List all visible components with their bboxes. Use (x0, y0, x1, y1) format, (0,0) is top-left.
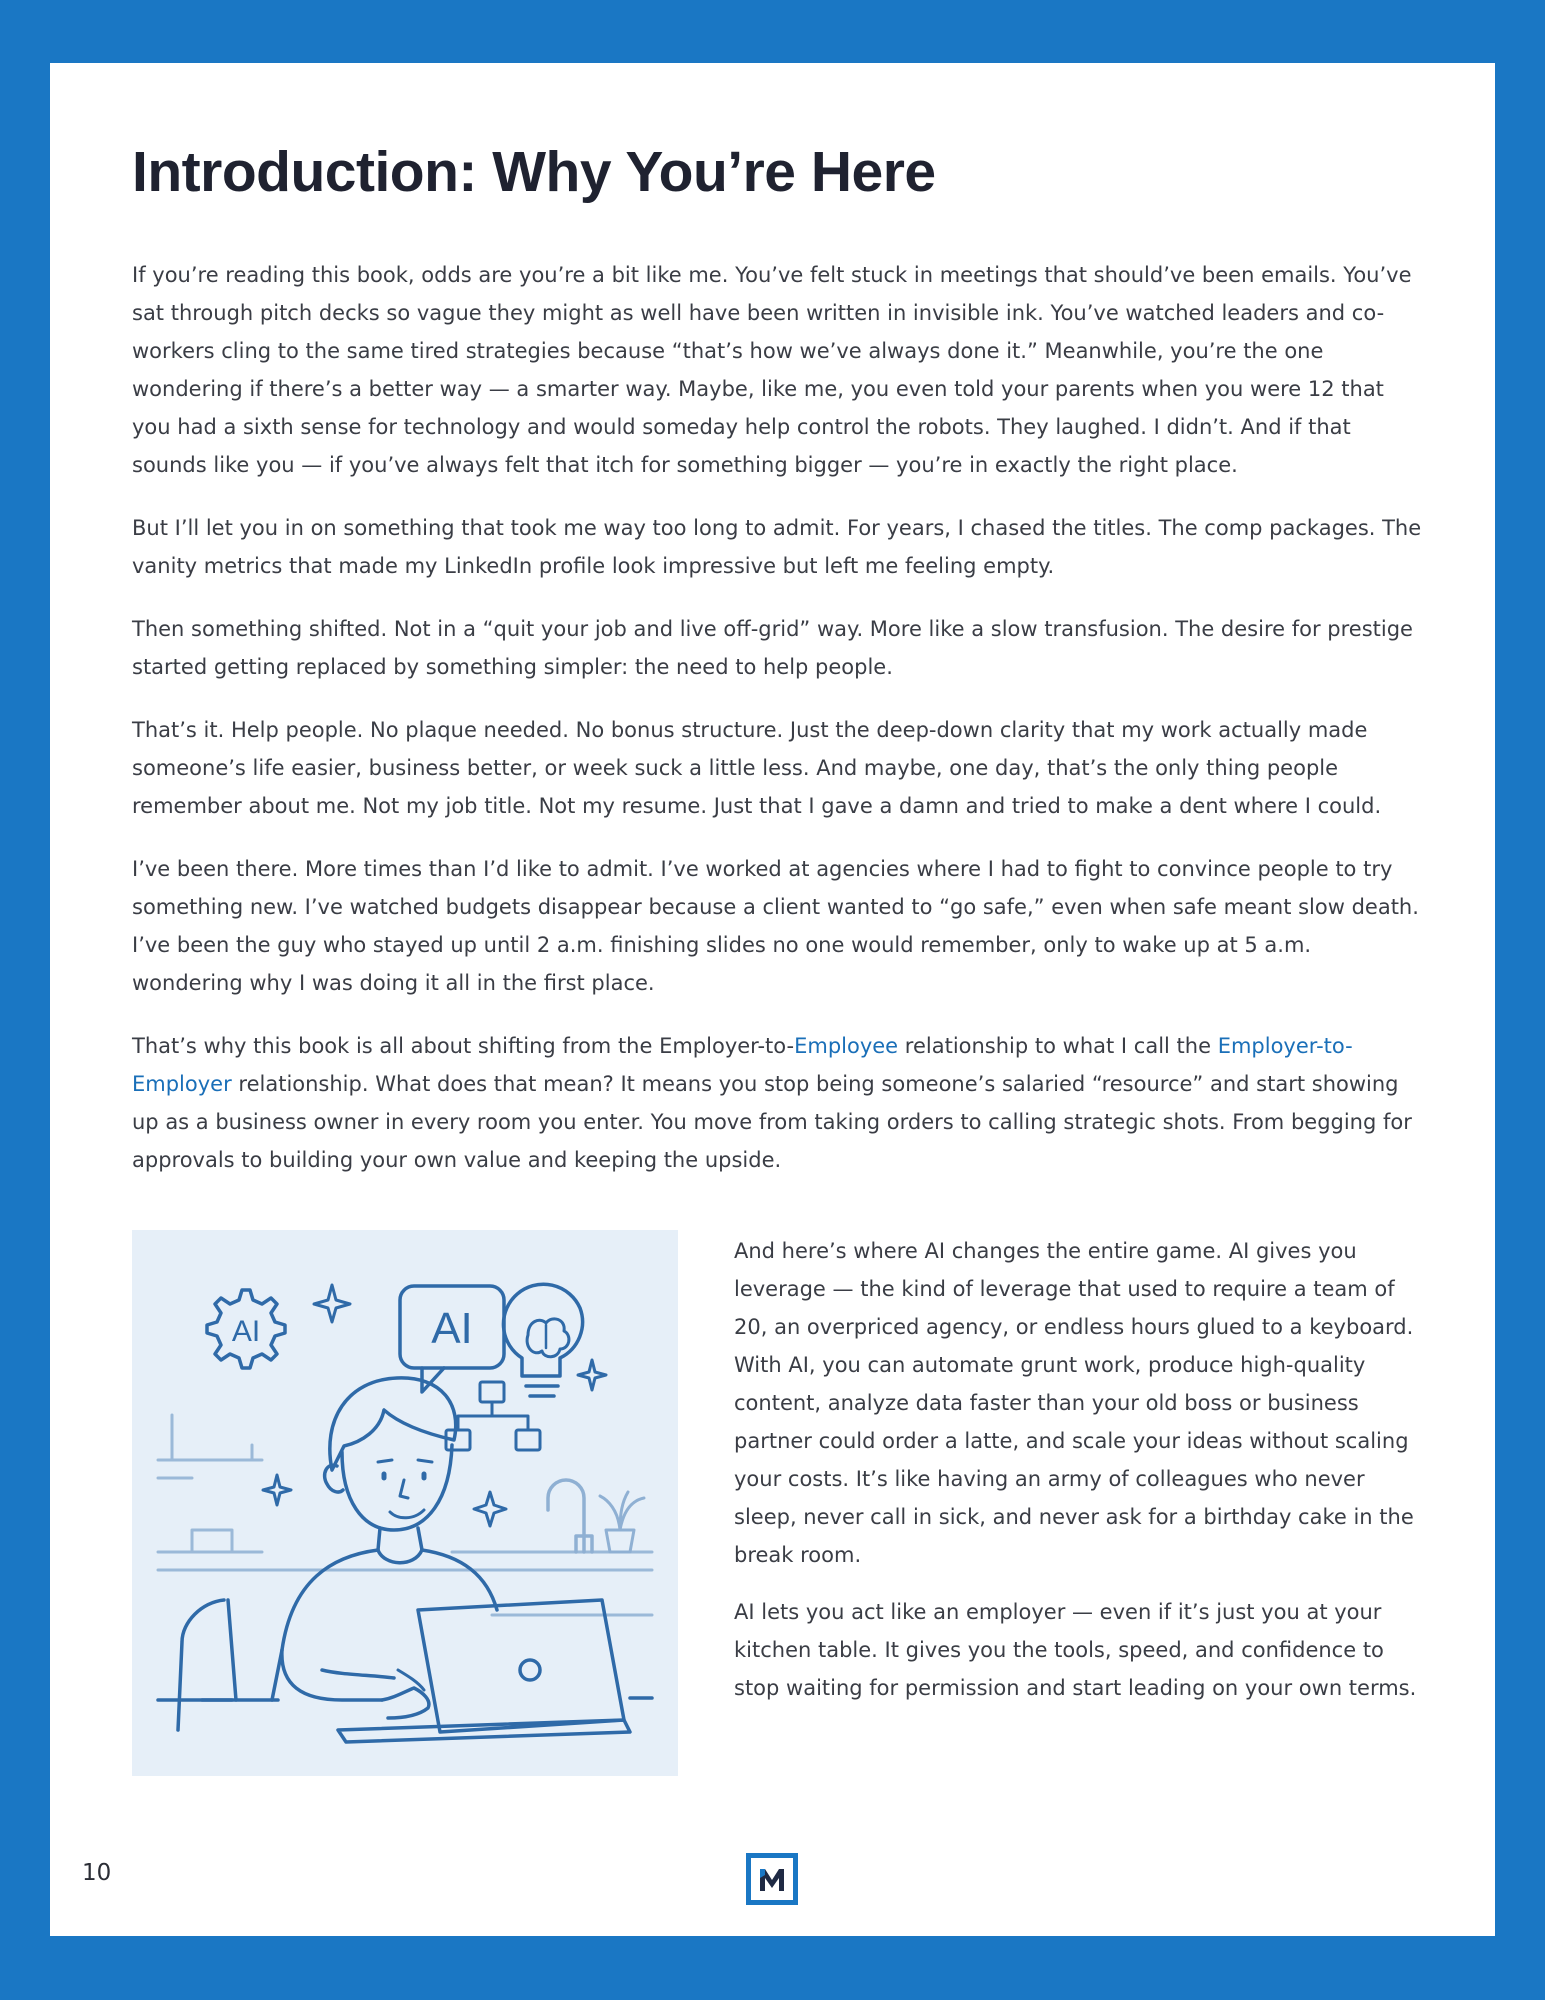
page-number: 10 (82, 1860, 112, 1886)
gear-text: AI (231, 1315, 261, 1348)
paragraph-5: I’ve been there. More times than I’d like to admit. I’ve worked at agencies where I had to fight to convince people to try something new. I’ve watched budgets disappear because a client wanted to “go safe,” even when safe meant slow death. I’ve been the guy who stayed up until 2 a.m. finishing slides no one would remember, only to wake up at 5 a.m. wondering why I was doing it all in the first place. (132, 857, 1419, 995)
paragraph-2: But I’ll let you in on something that took me way too long to admit. For years, I chased the titles. The comp packages. The vanity metrics that made my LinkedIn profile look impressive but left me feeling empty. (132, 516, 1422, 578)
paragraph-6 (132, 1027, 1422, 1179)
laptop-icon (338, 1600, 630, 1742)
lightbulb-brain-icon (503, 1284, 582, 1396)
employee-link[interactable]: Employee (794, 1034, 899, 1058)
plant-icon (600, 1492, 644, 1552)
paragraph-6-part-a: That’s why this book is all about shifting from the Employer-to- (132, 1034, 795, 1058)
paragraph-7: And here’s where AI changes the entire game. AI gives you leverage — the kind of leverage that used to require a team of 20, an overpriced agency, or endless hours glued to a keyboard. With AI, you can automate grunt work, produce high-quality content, analyze data faster than your old boss or business partner could order a latte, and scale your ideas without scaling your costs. It’s like having an army of colleagues who never sleep, never call in sick, and never ask for a birthday cake in the break room. (734, 1239, 1414, 1567)
employer-to-employer-link[interactable]: Employer-to-Employer (132, 1034, 1353, 1096)
flowchart-icon (446, 1382, 540, 1450)
m-logo-icon (751, 1858, 793, 1900)
side-column (734, 1232, 1422, 1726)
book-page (50, 63, 1495, 1936)
paragraph-8: AI lets you act like an employer — even if it’s just you at your kitchen table. It gives you the tools, speed, and confidence to stop waiting for permission and start leading on your own terms. (734, 1600, 1417, 1700)
body-text (132, 256, 1422, 1204)
gear-icon (207, 1290, 285, 1368)
bubble-text: AI (431, 1304, 473, 1353)
ai-illustration (132, 1230, 678, 1776)
page-title: Introduction: Why You’re Here (132, 140, 936, 204)
brand-logo (746, 1853, 798, 1905)
paragraph-6-part-b: relationship to what I call the (898, 1034, 1218, 1058)
paragraph-1: If you’re reading this book, odds are you’re a bit like me. You’ve felt stuck in meetings that should’ve been emails. You’ve sat through pitch decks so vague they might as well have been written in invisible ink. You’ve watched leaders and co-workers cling to the same tired strategies because “that’s how we’ve always done it.” Meanwhile, you’re the one wondering if there’s a better way — a smarter way. Maybe, like me, you even told your parents when you were 12 that you had a sixth sense for technology and would someday help control the robots. They laughed. I didn’t. And if that sounds like you — if you’ve always felt that itch for something bigger — you’re in exactly the right place. (132, 263, 1412, 477)
speech-bubble-icon (400, 1286, 504, 1392)
paragraph-4: That’s it. Help people. No plaque needed. No bonus structure. Just the deep-down clarity that my work actually made someone’s life easier, business better, or week suck a little less. And maybe, one day, that’s the only thing people remember about me. Not my job title. Not my resume. Just that I gave a damn and tried to make a dent where I could. (132, 718, 1382, 818)
desk-line (158, 1698, 652, 1700)
background-shelf (158, 1415, 652, 1615)
paragraph-3: Then something shifted. Not in a “quit your job and live off-grid” way. More like a slow transfusion. The desire for prestige started getting replaced by something simpler: the need to help people. (132, 617, 1413, 679)
faucet-icon (548, 1480, 592, 1552)
paragraph-6-part-c: relationship. What does that mean? It means you stop being someone’s salaried “resource” and start showing up as a business owner in every room you enter. You move from taking orders to calling strategic shots. From begging for approvals to building your own value and keeping the upside. (132, 1072, 1412, 1172)
